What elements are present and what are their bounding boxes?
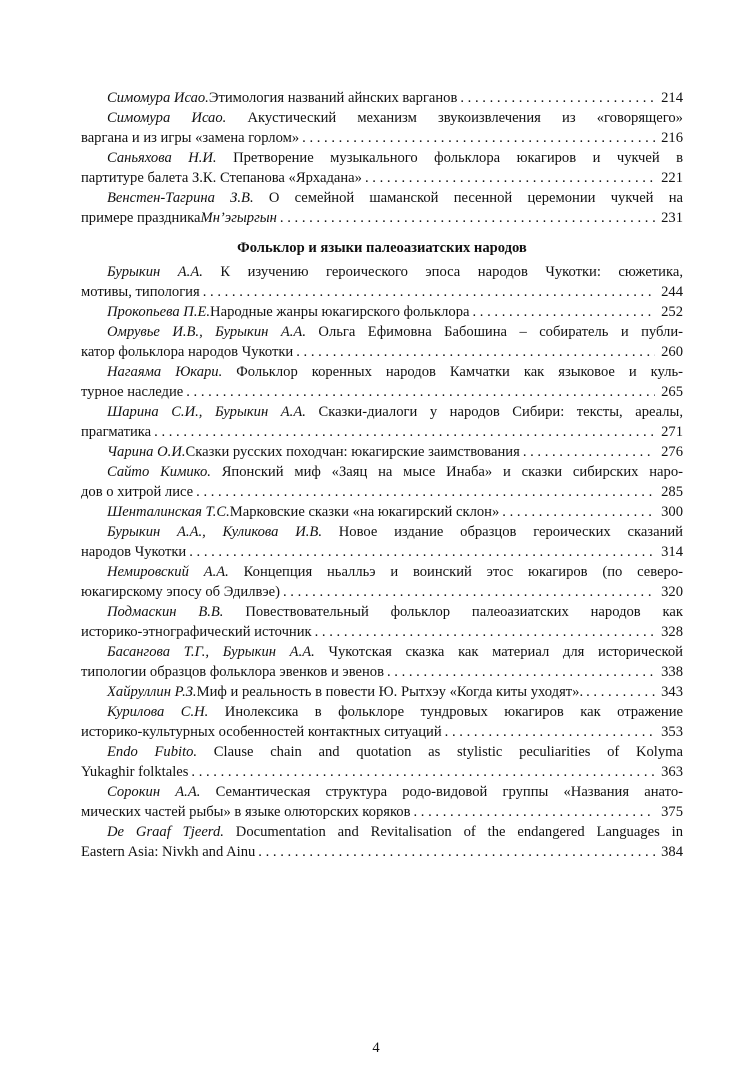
toc-entry-page: 314 bbox=[661, 544, 683, 560]
dot-leader bbox=[387, 662, 655, 682]
toc-entry-second-line bbox=[81, 802, 683, 822]
toc-entry bbox=[81, 822, 683, 862]
toc-entry-first-line bbox=[81, 742, 683, 762]
toc-entry-page: 338 bbox=[661, 664, 683, 680]
toc-entry-page: 320 bbox=[661, 584, 683, 600]
toc-entry-title-continued: прагматика bbox=[81, 424, 152, 440]
dot-leader bbox=[296, 342, 655, 362]
toc-entry-first-line bbox=[81, 642, 683, 662]
toc-entry-page: 343 bbox=[661, 684, 683, 700]
toc-entry bbox=[81, 442, 683, 462]
toc-entry-title-continued: историко-культурных особенностей контактных ситуаций bbox=[81, 724, 442, 740]
toc-entry bbox=[81, 188, 683, 228]
toc-entry-author: Шарина С.И., Бурыкин А.А. bbox=[107, 404, 306, 420]
dot-leader bbox=[586, 682, 655, 702]
toc-entry-page: 384 bbox=[661, 844, 683, 860]
toc-entry-page: 363 bbox=[661, 764, 683, 780]
toc-entry bbox=[81, 322, 683, 362]
toc-entry-second-line bbox=[81, 842, 683, 862]
toc-entry-second-line bbox=[81, 722, 683, 742]
toc-entry-title-continued: партитуре балета З.К. Степанова «Ярхадана» bbox=[81, 170, 362, 186]
toc-entry-title-italic: Мн’эгыргын bbox=[200, 210, 277, 226]
toc-entry-title: Сказки-диалоги у народов Сибири: тексты, ареалы, bbox=[318, 404, 684, 420]
toc-entry-page: 265 bbox=[661, 384, 683, 400]
toc-entry-first-line bbox=[81, 322, 683, 342]
toc-entry-page: 216 bbox=[661, 130, 683, 146]
toc-entry-title-continued: типологии образцов фольклора эвенков и эвенов bbox=[81, 664, 384, 680]
toc-entry bbox=[81, 702, 683, 742]
toc-entry-first-line bbox=[81, 562, 683, 582]
toc-entry-title-continued: катор фольклора народов Чукотки bbox=[81, 344, 294, 360]
toc-entry-second-line bbox=[81, 582, 683, 602]
toc-entry-author: Симомура Исао. bbox=[107, 110, 227, 126]
toc-entry-title: О семейной шаманской песенной церемонии чукчей на bbox=[268, 190, 683, 206]
toc-entry bbox=[81, 362, 683, 402]
dot-leader bbox=[196, 482, 655, 502]
dot-leader bbox=[365, 168, 655, 188]
dot-leader bbox=[460, 88, 655, 108]
toc-entry bbox=[81, 302, 683, 322]
toc-entry-title: Clause chain and quotation as stylistic peculiarities of Kolyma bbox=[213, 744, 683, 760]
toc-entry-first-line bbox=[81, 822, 683, 842]
toc-entry-second-line bbox=[81, 282, 683, 302]
toc-entry-first-line bbox=[81, 522, 683, 542]
toc-entry-page: 271 bbox=[661, 424, 683, 440]
toc-entry-title-continued: юкагирскому эпосу об Эдилвэе) bbox=[81, 584, 280, 600]
toc-entry bbox=[81, 602, 683, 642]
toc-entry-second-line bbox=[81, 762, 683, 782]
toc-entry-first-line bbox=[81, 262, 683, 282]
toc-entry-page: 252 bbox=[661, 304, 683, 320]
toc-entry-title-continued: Yukaghir folktales bbox=[81, 764, 189, 780]
toc-group-upper bbox=[81, 88, 683, 228]
section-heading: Фольклор и языки палеоазиатских народов bbox=[237, 240, 527, 256]
toc-entry bbox=[81, 742, 683, 782]
toc-entry-title: Народные жанры юкагирского фольклора bbox=[210, 304, 470, 320]
toc-entry-title: Фольклор коренных народов Камчатки как языковое и куль- bbox=[236, 364, 683, 380]
toc-entry bbox=[81, 148, 683, 188]
toc-entry-page: 231 bbox=[661, 210, 683, 226]
toc-entry-title: Инолексика в фольклоре тундровых юкагиров как отражение bbox=[224, 704, 683, 720]
toc-entry bbox=[81, 782, 683, 822]
toc-entry-author: De Graaf Tjeerd. bbox=[107, 824, 224, 840]
toc-entry-second-line bbox=[81, 208, 683, 228]
toc-entry-title: К изучению героического эпоса народов Чукотки: сюжетика, bbox=[220, 264, 683, 280]
toc-entry-author: Омрувье И.В., Бурыкин А.А. bbox=[107, 324, 306, 340]
toc-entry-title: Акустический механизм звукоизвлечения из «говорящего» bbox=[247, 110, 683, 126]
toc-entry bbox=[81, 88, 683, 108]
toc-entry bbox=[81, 642, 683, 682]
toc-entry-page: 285 bbox=[661, 484, 683, 500]
toc-entry-title: Претворение музыкального фольклора юкагиров и чукчей в bbox=[233, 150, 683, 166]
toc-entry-first-line bbox=[81, 782, 683, 802]
toc-entry-author: Венстен-Тагрина З.В. bbox=[107, 190, 254, 206]
toc-entry-author: Чарина О.И. bbox=[107, 444, 186, 460]
toc-entry-title-continued: народов Чукотки bbox=[81, 544, 187, 560]
toc-entry-author: Басангова Т.Г., Бурыкин А.А. bbox=[107, 644, 315, 660]
toc-entry-title: Этимология названий айнских варганов bbox=[208, 90, 458, 106]
toc-entry-first-line bbox=[81, 702, 683, 722]
toc-entry-title-continued: мотивы, типология bbox=[81, 284, 200, 300]
toc-entry-second-line bbox=[81, 662, 683, 682]
dot-leader bbox=[414, 802, 656, 822]
toc-entry-page: 244 bbox=[661, 284, 683, 300]
toc-entry-first-line bbox=[81, 402, 683, 422]
toc-entry-first-line bbox=[81, 442, 683, 462]
dot-leader bbox=[189, 542, 655, 562]
toc-entry-author: Бурыкин А.А. bbox=[107, 264, 203, 280]
toc-entry-title-continued: турное наследие bbox=[81, 384, 184, 400]
toc-entry-first-line bbox=[81, 462, 683, 482]
dot-leader bbox=[186, 382, 655, 402]
toc-entry bbox=[81, 262, 683, 302]
dot-leader bbox=[502, 502, 655, 522]
toc-entry bbox=[81, 402, 683, 442]
dot-leader bbox=[523, 442, 655, 462]
toc-entry-author: Бурыкин А.А., Куликова И.В. bbox=[107, 524, 322, 540]
toc-entry-title-continued: дов о хитрой лисе bbox=[81, 484, 194, 500]
toc-entry bbox=[81, 682, 683, 702]
toc-entry-title: Миф и реальность в повести Ю. Рытхэу «Когда киты уходят». bbox=[196, 684, 584, 700]
toc-entry-author: Подмаскин В.В. bbox=[107, 604, 224, 620]
toc-entry-second-line bbox=[81, 622, 683, 642]
toc-entry-author: Немировский А.А. bbox=[107, 564, 229, 580]
toc-entry-title: Концепция ньалльэ и воинский этос юкагиров (по северо- bbox=[243, 564, 684, 580]
toc-entry-page: 221 bbox=[661, 170, 683, 186]
dot-leader bbox=[154, 422, 655, 442]
toc-entry-page: 214 bbox=[661, 90, 683, 106]
page-number: 4 bbox=[372, 1040, 380, 1056]
toc-entry bbox=[81, 562, 683, 602]
toc-entry bbox=[81, 502, 683, 522]
dot-leader bbox=[283, 582, 655, 602]
dot-leader bbox=[315, 622, 655, 642]
toc-entry-first-line bbox=[81, 502, 683, 522]
dot-leader bbox=[302, 128, 655, 148]
toc-entry-second-line bbox=[81, 342, 683, 362]
toc-entry-title-continued: историко-этнографический источник bbox=[81, 624, 312, 640]
toc-entry-title: Чукотская сказка как материал для исторической bbox=[328, 644, 683, 660]
toc-entry-title-continued: Eastern Asia: Nivkh and Ainu bbox=[81, 844, 256, 860]
toc-entry-page: 276 bbox=[661, 444, 683, 460]
toc-entry-author: Сорокин А.А. bbox=[107, 784, 201, 800]
toc-entry-first-line bbox=[81, 88, 683, 108]
toc-entry-first-line bbox=[81, 188, 683, 208]
dot-leader bbox=[445, 722, 655, 742]
toc-entry-first-line bbox=[81, 302, 683, 322]
toc-entry-author: Нагаяма Юкари. bbox=[107, 364, 223, 380]
toc-entry-first-line bbox=[81, 602, 683, 622]
toc-entry bbox=[81, 108, 683, 148]
toc-entry-author: Прокопьева П.Е. bbox=[107, 304, 211, 320]
toc-group-folklore bbox=[81, 262, 683, 862]
toc-entry-author: Курилова С.Н. bbox=[107, 704, 209, 720]
toc-entry bbox=[81, 522, 683, 562]
toc-entry-title: Японский миф «Заяц на мысе Инаба» и сказки сибирских наро- bbox=[221, 464, 683, 480]
toc-entry-author: Сайто Кимико. bbox=[107, 464, 211, 480]
toc-entry-author: Саньяхова Н.И. bbox=[107, 150, 217, 166]
toc-entry-second-line bbox=[81, 382, 683, 402]
toc-entry-page: 353 bbox=[661, 724, 683, 740]
toc-entry-first-line bbox=[81, 362, 683, 382]
toc-entry-title: Сказки русских походчан: юкагирские заимствования bbox=[185, 444, 520, 460]
toc-entry-second-line bbox=[81, 168, 683, 188]
dot-leader bbox=[280, 208, 655, 228]
toc-entry-title: Семантическая структура родо-видовой группы «Названия анато- bbox=[215, 784, 683, 800]
toc-entry-first-line bbox=[81, 682, 683, 702]
toc-entry-second-line bbox=[81, 482, 683, 502]
dot-leader bbox=[473, 302, 656, 322]
toc-entry-author: Endo Fubito. bbox=[107, 744, 198, 760]
dot-leader bbox=[191, 762, 655, 782]
toc-entry-title: Повествовательный фольклор палеоазиатских народов как bbox=[245, 604, 683, 620]
toc-entry-first-line bbox=[81, 148, 683, 168]
toc-entry-author: Симомура Исао. bbox=[107, 90, 209, 106]
toc-entry-first-line bbox=[81, 108, 683, 128]
dot-leader bbox=[203, 282, 655, 302]
toc-entry-author: Хайруллин Р.З. bbox=[107, 684, 197, 700]
table-of-contents bbox=[81, 88, 683, 862]
toc-entry-author: Шенталинская Т.С. bbox=[107, 504, 230, 520]
toc-entry-page: 328 bbox=[661, 624, 683, 640]
toc-entry-second-line bbox=[81, 542, 683, 562]
toc-entry-title: Марковские сказки «на юкагирский склон» bbox=[229, 504, 500, 520]
toc-entry-second-line bbox=[81, 128, 683, 148]
toc-entry-title-continued: варгана и из игры «замена горлом» bbox=[81, 130, 300, 146]
toc-entry-title: Documentation and Revitalisation of the endangered Languages in bbox=[235, 824, 683, 840]
toc-entry-page: 260 bbox=[661, 344, 683, 360]
toc-entry-page: 375 bbox=[661, 804, 683, 820]
toc-entry-title-continued: примере праздника bbox=[81, 210, 201, 226]
dot-leader bbox=[258, 842, 655, 862]
toc-entry-title: Новое издание образцов героических сказаний bbox=[338, 524, 683, 540]
toc-entry bbox=[81, 462, 683, 502]
toc-entry-second-line bbox=[81, 422, 683, 442]
toc-entry-title: Ольга Ефимовна Бабошина – собиратель и публи- bbox=[318, 324, 683, 340]
toc-entry-page: 300 bbox=[661, 504, 683, 520]
toc-entry-title-continued: мических частей рыбы» в языке олюторских коряков bbox=[81, 804, 411, 820]
